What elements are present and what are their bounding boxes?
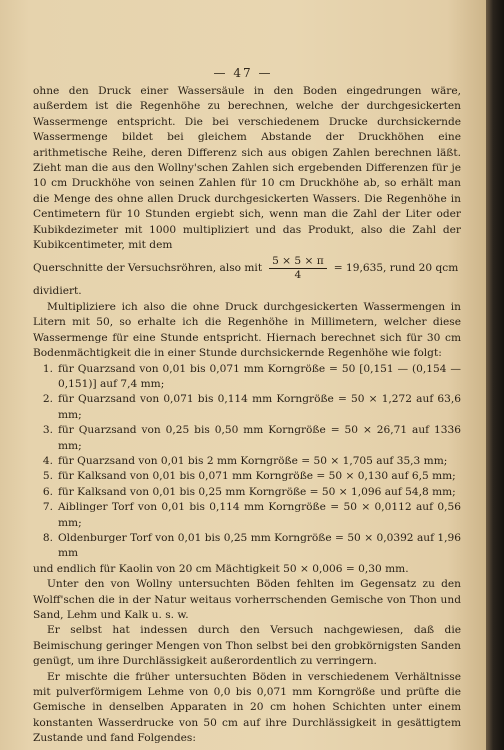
list-item-text: für Quarzsand von 0,01 bis 2 mm Korngröße = 50 × 1,705 auf 35,3 mm; — [58, 454, 448, 467]
list-item — [33, 485, 461, 500]
results-list — [33, 362, 461, 562]
paragraph-3: Unter den von Wollny untersuchten Böden fehlten im Gegensatz zu den Wolff'schen die in der Natur weitaus vorherrschenden Gemische von Thon und Sand, Lehm und Kalk u. s. w. — [33, 578, 461, 621]
page-number: — 47 — — [213, 66, 273, 80]
list-item-text: Oldenburger Torf von 0,01 bis 0,25 mm Korngröße = 50 × 0,0392 auf 1,96 mm — [58, 531, 461, 560]
list-tail: und endlich für Kaolin von 20 cm Mächtigkeit 50 × 0,006 = 0,30 mm. — [33, 562, 409, 575]
list-item — [33, 469, 461, 484]
list-item-number: 8. — [42, 531, 53, 544]
list-item-text: für Kalksand von 0,01 bis 0,25 mm Korngröße = 50 × 1,096 auf 54,8 mm; — [58, 485, 456, 498]
page-body — [33, 84, 461, 747]
list-item — [33, 392, 461, 423]
formula-tail: dividiert. — [33, 285, 82, 298]
list-item — [33, 423, 461, 454]
list-item-number: 5. — [42, 470, 53, 483]
formula-numerator: 5 × 5 × π — [269, 255, 327, 269]
formula-denominator: 4 — [294, 269, 302, 282]
paragraph-4: Er selbst hat indessen durch den Versuch nachgewiesen, daß die Beimischung geringer Mengen von Thon selbst bei den grobkörnigsten Sanden genügt, um ihre Durchlässigkeit außerordentlich zu verringern. — [33, 624, 461, 668]
paragraph-1: ohne den Druck einer Wassersäule in den Boden eingedrungen wäre, außerdem ist die Regenhöhe zu berechnen, welche der durchgesickerten Wassermenge entspricht. Die bei verschiedenem Drucke durchsickernde Wassermenge bildet bei gleichem Abstande der Druckhöhen eine arithmetische Reihe, deren Differenz sich aus obigen Zahlen berechnen läßt. Zieht man die aus den Wollny'schen Zahlen sich ergebenden Differenzen für je 10 cm Druckhöhe von seinen Zahlen für 10 cm Druckhöhe ab, so erhält man die Menge des ohne allen Druck durchgesickerten Wassers. Die Regenhöhe in Centimetern für 10 Stunden ergiebt sich, wenn man die Zahl der Liter oder Kubikdezimeter mit 1000 multipliziert und das Produkt, also die Zahl der Kubikcentimeter, mit dem — [33, 85, 461, 252]
formula-result: = 19,635, rund 20 qcm — [333, 262, 459, 275]
list-item-number: 3. — [42, 424, 53, 437]
list-item — [33, 454, 461, 469]
list-item-number: 4. — [42, 454, 53, 467]
list-item-text: für Quarzsand von 0,25 bis 0,50 mm Korngröße = 50 × 26,71 auf 1336 mm; — [58, 424, 461, 452]
list-item-text: für Kalksand von 0,01 bis 0,071 mm Korngröße = 50 × 0,130 auf 6,5 mm; — [58, 470, 456, 483]
list-item-number: 1. — [42, 362, 53, 375]
list-item — [33, 362, 461, 393]
list-item-text: für Quarzsand von 0,071 bis 0,114 mm Korngröße = 50 × 1,272 auf 63,6 mm; — [58, 393, 461, 421]
list-item-number: 2. — [42, 393, 53, 406]
list-item — [33, 531, 461, 562]
book-spine-edge — [486, 0, 504, 750]
paragraph-2: Multipliziere ich also die ohne Druck durchgesickerten Wassermengen in Litern mit 50, so erhalte ich die Regenhöhe in Millimetern, welcher diese Wassermenge für eine Stunde entspricht. Hiernach berechnet sich für 30 cm Bodenmächtigkeit die in einer Stunde durchsickernde Regenhöhe wie folgt: — [33, 300, 461, 360]
paragraph-5: Er mischte die früher untersuchten Böden in verschiedenem Verhältnisse mit pulverförmigem Lehme von 0,0 bis 0,071 mm Korngröße und prüfte die Gemische in denselben Apparaten in 20 cm hohen Schichten unter einem konstanten Wasserdrucke von 50 cm auf ihre Durchlässigkeit in gesättigtem Zustande und fand Folgendes: — [33, 670, 461, 745]
list-item — [33, 500, 461, 531]
list-item-text: für Quarzsand von 0,01 bis 0,071 mm Korngröße = 50 [0,151 — (0,154 — 0,151)] auf 7,4 mm; — [58, 362, 461, 390]
list-item-text: Aiblinger Torf von 0,01 bis 0,114 mm Korngröße = 50 × 0,0112 auf 0,56 mm; — [58, 501, 461, 529]
formula-line — [33, 255, 461, 282]
list-item-number: 7. — [42, 501, 53, 514]
list-item-number: 6. — [42, 485, 53, 498]
formula-fraction — [269, 255, 327, 282]
formula-lead: Querschnitte der Versuchsröhren, also mit — [33, 262, 263, 275]
